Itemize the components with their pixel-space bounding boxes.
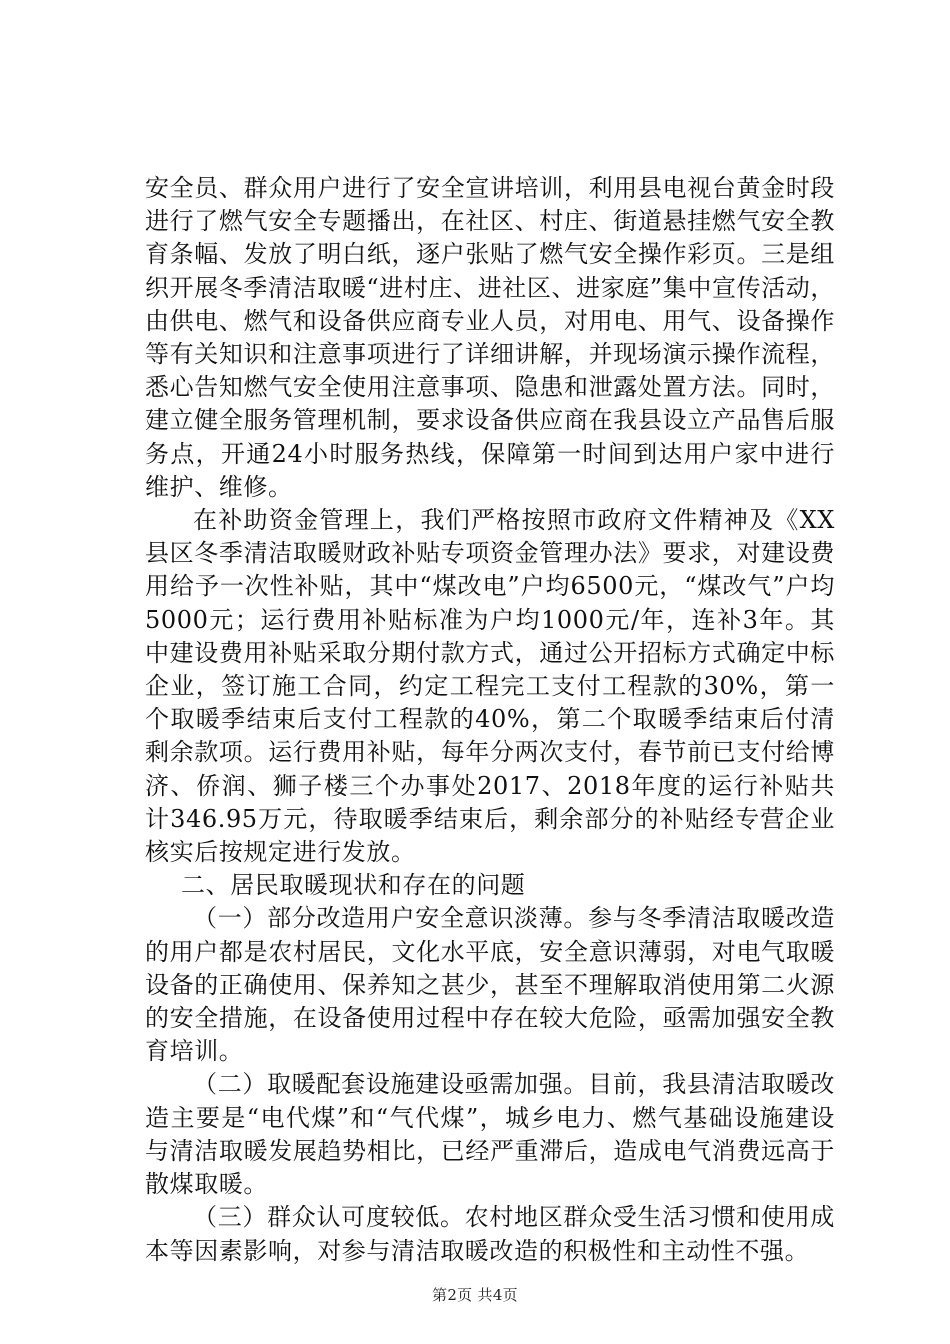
paragraph-issue-infrastructure: （二）取暖配套设施建设亟需加强。目前，我县清洁取暖改造主要是“电代煤”和“气代煤”，城乡电力、燃气基础设施建设与清洁取暖发展趋势相比，已经严重滞后，造成电气消费远高于散煤取暖。 [145, 1070, 835, 1199]
document-body [145, 172, 835, 1268]
page-number-footer: 第2页 共4页 [432, 1286, 518, 1304]
paragraph-issue-acceptance: （三）群众认可度较低。农村地区群众受生活习惯和使用成本等因素影响，对参与清洁取暖改造的积极性和主动性不强。 [145, 1203, 835, 1265]
paragraph-safety-publicity: 安全员、群众用户进行了安全宣讲培训，利用县电视台黄金时段进行了燃气安全专题播出，在社区、村庄、街道悬挂燃气安全教育条幅、发放了明白纸，逐户张贴了燃气安全操作彩页。三是组织开展冬季清洁取暖“进村庄、进社区、进家庭”集中宣传活动，由供电、燃气和设备供应商专业人员，对用电、用气、设备操作等有关知识和注意事项进行了详细讲解，并现场演示操作流程，悉心告知燃气安全使用注意事项、隐患和泄露处置方法。同时，建立健全服务管理机制，要求设备供应商在我县设立产品售后服务点，开通24小时服务热线，保障第一时间到达用户家中进行维护、维修。 [145, 174, 835, 501]
paragraph-issue-safety-awareness: （一）部分改造用户安全意识淡薄。参与冬季清洁取暖改造的用户都是农村居民，文化水平底，安全意识薄弱，对电气取暖设备的正确使用、保养知之甚少，甚至不理解取消使用第二火源的安全措施，在设备使用过程中存在较大危险，亟需加强安全教育培训。 [145, 904, 835, 1066]
paragraph-subsidy-management: 在补助资金管理上，我们严格按照市政府文件精神及《XX县区冬季清洁取暖财政补贴专项资金管理办法》要求，对建设费用给予一次性补贴，其中“煤改电”户均6500元，“煤改气”户均5000元；运行费用补贴标准为户均1000元/年，连补3年。其中建设费用补贴采取分期付款方式，通过公开招标方式确定中标企业，签订施工合同，约定工程完工支付工程款的30%，第一个取暖季结束后支付工程款的40%，第二个取暖季结束后付清剩余款项。运行费用补贴，每年分两次支付，春节前已支付给博济、侨润、狮子楼三个办事处2017、2018年度的运行补贴共计346.95万元，待取暖季结束后，剩余部分的补贴经专营企业核实后按规定进行发放。 [145, 506, 835, 867]
section-heading-heating-status: 二、居民取暖现状和存在的问题 [181, 871, 526, 900]
